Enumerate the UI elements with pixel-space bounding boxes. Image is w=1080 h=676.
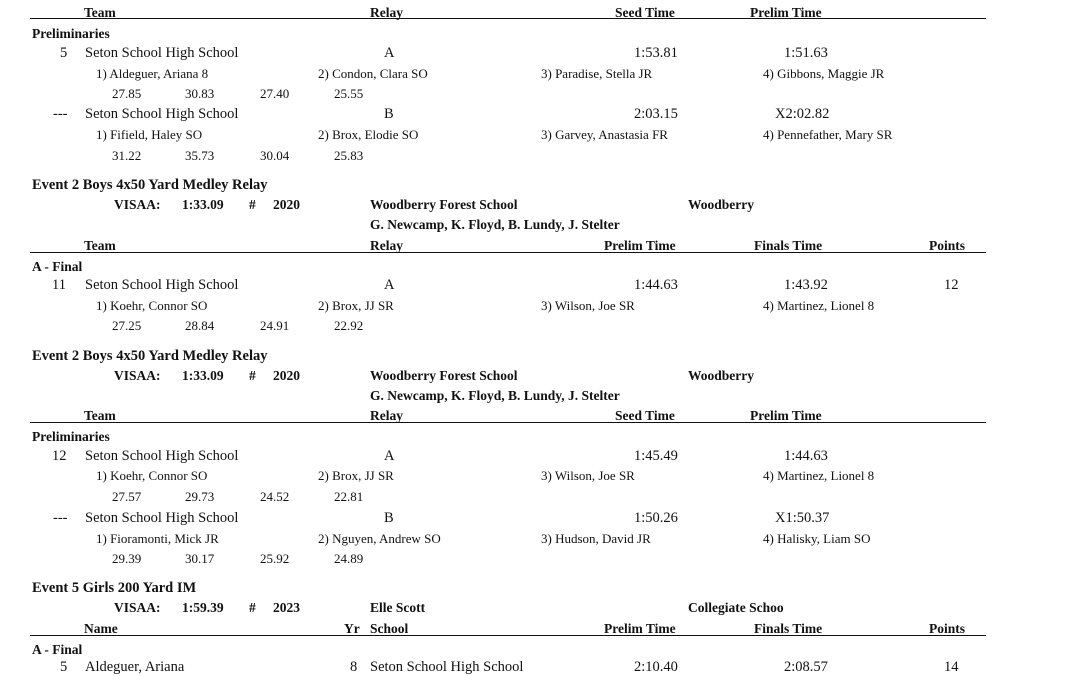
- swimmer: 2) Brox, Elodie SO: [318, 127, 419, 142]
- split: 29.39: [112, 551, 142, 566]
- col-header-seed-time: Seed Time: [615, 5, 675, 20]
- entry-result: 1:51.63: [784, 45, 828, 61]
- entry-seed: 2:03.15: [634, 106, 678, 122]
- swimmer: 3) Garvey, Anastasia FR: [541, 127, 668, 142]
- entry-yr: 8: [350, 659, 358, 675]
- entry-place: 12: [52, 448, 67, 464]
- entry-seed: 1:53.81: [634, 45, 678, 61]
- record-mark: #: [249, 197, 256, 212]
- col-header-team: Team: [84, 5, 116, 20]
- split: 27.57: [112, 489, 142, 504]
- col-header-relay: Relay: [370, 5, 403, 20]
- header-rule: [30, 18, 986, 19]
- entry-points: 12: [944, 277, 959, 293]
- swimmer: 1) Aldeguer, Ariana 8: [96, 66, 209, 81]
- event-title: Event 2 Boys 4x50 Yard Medley Relay: [32, 177, 268, 193]
- round-label: A - Final: [32, 259, 83, 274]
- record-label: VISAA:: [114, 368, 161, 383]
- entry-seed: 1:45.49: [634, 448, 678, 464]
- swimmer: 1) Koehr, Connor SO: [96, 468, 208, 483]
- entry-seed: 1:50.26: [634, 510, 678, 526]
- col-header-relay: Relay: [370, 408, 403, 423]
- split: 25.83: [334, 148, 364, 163]
- swimmer: 1) Fifield, Haley SO: [96, 127, 203, 142]
- entry-result: X2:02.82: [775, 106, 830, 122]
- entry-finals: 2:08.57: [784, 659, 828, 675]
- event-title: Event 2 Boys 4x50 Yard Medley Relay: [32, 348, 268, 364]
- swimmer: 3) Wilson, Joe SR: [541, 468, 635, 483]
- record-names: G. Newcamp, K. Floyd, B. Lundy, J. Stelter: [370, 388, 620, 403]
- entry-team: Seton School High School: [85, 510, 239, 526]
- col-header-finals-time: Finals Time: [754, 621, 823, 636]
- round-label: A - Final: [32, 642, 83, 657]
- record-names: G. Newcamp, K. Floyd, B. Lundy, J. Stelter: [370, 217, 620, 232]
- col-header-seed-time: Seed Time: [615, 408, 675, 423]
- split: 27.40: [260, 86, 290, 101]
- swimmer: 4) Pennefather, Mary SR: [763, 127, 893, 142]
- record-school: Woodberry Forest School: [370, 368, 518, 383]
- entry-prelim: 2:10.40: [634, 659, 678, 675]
- entry-relay: A: [384, 277, 395, 293]
- entry-place: 5: [60, 45, 68, 61]
- split: 22.92: [334, 318, 364, 333]
- entry-result: X1:50.37: [775, 510, 830, 526]
- record-time: 1:33.09: [182, 368, 224, 383]
- record-mark: #: [249, 600, 256, 615]
- entry-name: Aldeguer, Ariana: [85, 659, 185, 675]
- record-year: 2020: [273, 368, 300, 383]
- split: 24.52: [260, 489, 290, 504]
- split: 35.73: [185, 148, 215, 163]
- swimmer: 3) Hudson, David JR: [541, 531, 651, 546]
- entry-points: 14: [944, 659, 959, 675]
- record-time: 1:59.39: [182, 600, 224, 615]
- record-mark: #: [249, 368, 256, 383]
- header-rule: [30, 422, 986, 423]
- entry-team: Seton School High School: [85, 106, 239, 122]
- swimmer: 2) Condon, Clara SO: [318, 66, 428, 81]
- record-label: VISAA:: [114, 197, 161, 212]
- col-header-name: Name: [84, 621, 118, 636]
- col-header-prelim-time: Prelim Time: [604, 621, 676, 636]
- col-header-school: School: [370, 621, 409, 636]
- round-label: Preliminaries: [32, 429, 110, 444]
- entry-team: Seton School High School: [85, 45, 239, 61]
- swimmer: 2) Brox, JJ SR: [318, 468, 394, 483]
- swimmer: 2) Nguyen, Andrew SO: [318, 531, 441, 546]
- record-year: 2020: [273, 197, 300, 212]
- col-header-relay: Relay: [370, 238, 403, 253]
- split: 27.85: [112, 86, 142, 101]
- entry-finals: 1:43.92: [784, 277, 828, 293]
- swimmer: 1) Koehr, Connor SO: [96, 298, 208, 313]
- entry-relay: B: [384, 510, 394, 526]
- entry-place: 11: [52, 277, 66, 293]
- entry-place: ---: [53, 510, 68, 526]
- col-header-prelim-time: Prelim Time: [750, 5, 822, 20]
- col-header-yr: Yr: [344, 621, 360, 636]
- split: 30.17: [185, 551, 215, 566]
- split: 30.04: [260, 148, 290, 163]
- col-header-points: Points: [929, 238, 966, 253]
- record-label: VISAA:: [114, 600, 161, 615]
- entry-team: Seton School High School: [85, 277, 239, 293]
- record-school-short: Woodberry: [688, 368, 754, 383]
- record-holder: Elle Scott: [370, 600, 426, 615]
- entry-relay: B: [384, 106, 394, 122]
- split: 24.89: [334, 551, 364, 566]
- round-label: Preliminaries: [32, 26, 110, 41]
- swimmer: 4) Halisky, Liam SO: [763, 531, 871, 546]
- entry-prelim: 1:44.63: [634, 277, 678, 293]
- entry-place: 5: [60, 659, 68, 675]
- split: 25.55: [334, 86, 364, 101]
- header-rule: [30, 635, 986, 636]
- col-header-points: Points: [929, 621, 966, 636]
- split: 25.92: [260, 551, 290, 566]
- split: 29.73: [185, 489, 215, 504]
- split: 27.25: [112, 318, 142, 333]
- split: 24.91: [260, 318, 290, 333]
- split: 22.81: [334, 489, 364, 504]
- record-school: Woodberry Forest School: [370, 197, 518, 212]
- col-header-team: Team: [84, 408, 116, 423]
- entry-school: Seton School High School: [370, 659, 524, 675]
- swimmer: 3) Wilson, Joe SR: [541, 298, 635, 313]
- split: 31.22: [112, 148, 142, 163]
- swimmer: 3) Paradise, Stella JR: [541, 66, 653, 81]
- entry-relay: A: [384, 448, 395, 464]
- event-title: Event 5 Girls 200 Yard IM: [32, 580, 197, 596]
- record-time: 1:33.09: [182, 197, 224, 212]
- col-header-team: Team: [84, 238, 116, 253]
- swimmer: 4) Martinez, Lionel 8: [763, 298, 875, 313]
- record-school-short: Woodberry: [688, 197, 754, 212]
- entry-team: Seton School High School: [85, 448, 239, 464]
- col-header-prelim-time: Prelim Time: [604, 238, 676, 253]
- entry-relay: A: [384, 45, 395, 61]
- col-header-finals-time: Finals Time: [754, 238, 823, 253]
- record-school: Collegiate Schoo: [688, 600, 784, 615]
- split: 30.83: [185, 86, 215, 101]
- swimmer: 2) Brox, JJ SR: [318, 298, 394, 313]
- swimmer: 4) Gibbons, Maggie JR: [763, 66, 885, 81]
- record-year: 2023: [273, 600, 300, 615]
- header-rule: [30, 252, 986, 253]
- entry-place: ---: [53, 106, 68, 122]
- col-header-prelim-time: Prelim Time: [750, 408, 822, 423]
- split: 28.84: [185, 318, 215, 333]
- entry-result: 1:44.63: [784, 448, 828, 464]
- swimmer: 4) Martinez, Lionel 8: [763, 468, 875, 483]
- swimmer: 1) Fioramonti, Mick JR: [96, 531, 219, 546]
